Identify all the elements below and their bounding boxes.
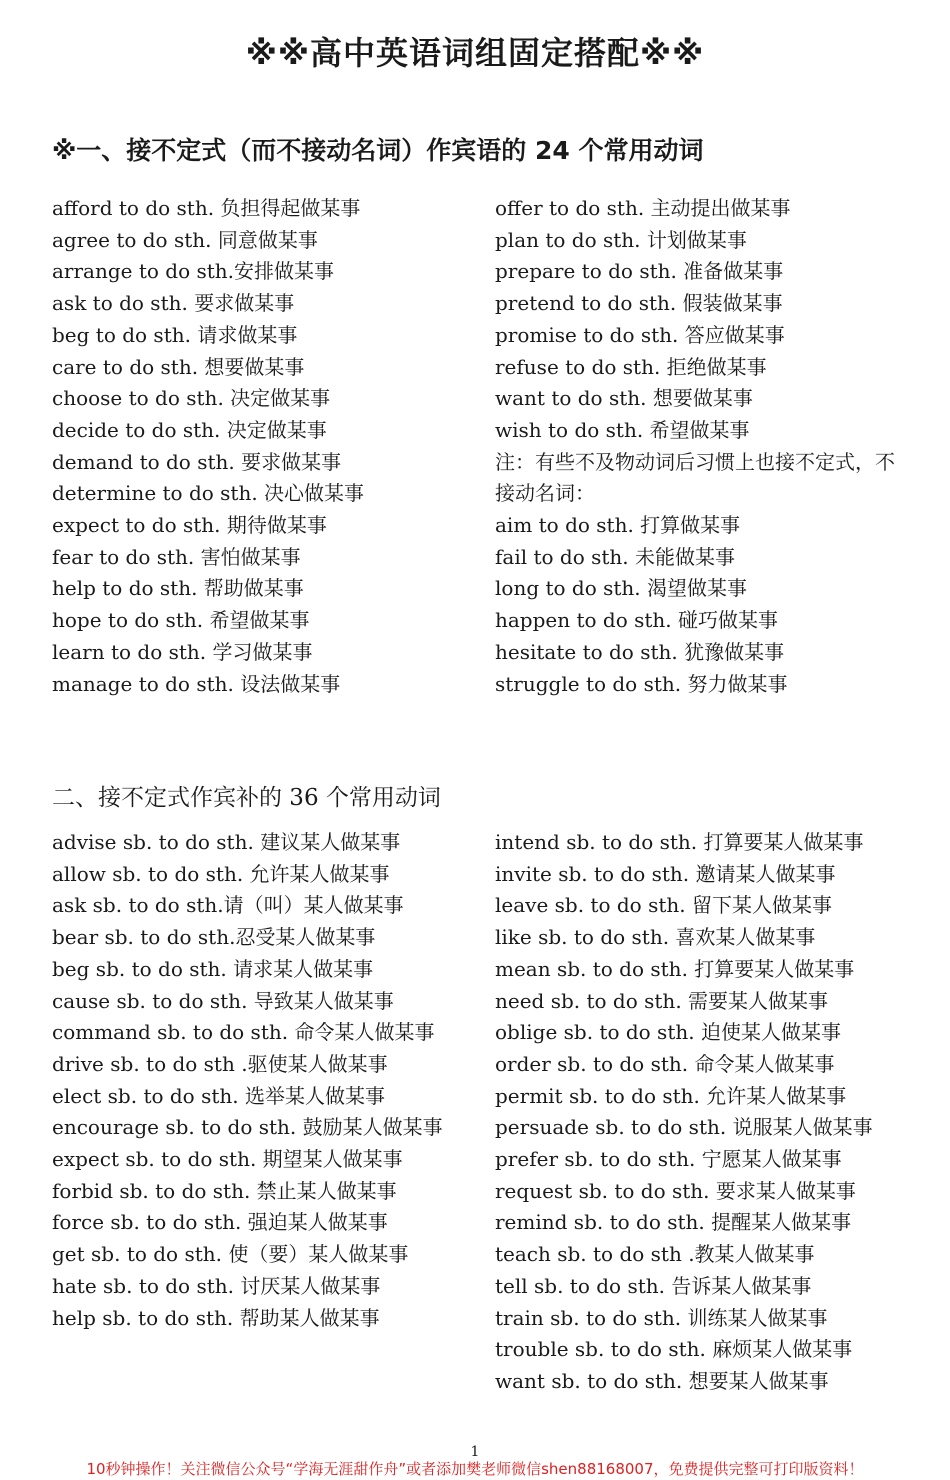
list-item: prefer sb. to do sth. 宁愿某人做某事 [495, 1147, 842, 1172]
list-item: intend sb. to do sth. 打算要某人做某事 [495, 830, 864, 854]
list-item: hesitate to do sth. 犹豫做某事 [495, 639, 785, 664]
list-item: expect to do sth. 期待做某事 [52, 513, 327, 538]
list-item: leave sb. to do sth. 留下某人做某事 [495, 893, 832, 918]
list-item: happen to do sth. 碰巧做某事 [495, 608, 779, 633]
list-item: ask to do sth. 要求做某事 [52, 291, 295, 316]
list-item: drive sb. to do sth .驱使某人做某事 [52, 1051, 388, 1076]
list-item: afford to do sth. 负担得起做某事 [52, 196, 361, 220]
list-item: offer to do sth. 主动提出做某事 [495, 196, 791, 220]
section2-left-column [52, 827, 457, 1334]
list-item: demand to do sth. 要求做某事 [52, 449, 342, 474]
list-item: ask sb. to do sth.请（叫）某人做某事 [52, 893, 404, 918]
list-item: want sb. to do sth. 想要某人做某事 [495, 1368, 829, 1393]
list-item: bear sb. to do sth.忍受某人做某事 [52, 925, 376, 950]
section2-heading: 二、接不定式作宾补的 36 个常用动词 [52, 785, 441, 811]
list-item: advise sb. to do sth. 建议某人做某事 [52, 830, 401, 854]
list-item: determine to do sth. 决心做某事 [52, 481, 365, 506]
list-item: wish to do sth. 希望做某事 [495, 417, 750, 442]
list-item: teach sb. to do sth .教某人做某事 [495, 1242, 815, 1267]
page-title: ※※高中英语词组固定搭配※※ [245, 34, 705, 72]
list-item: promise to do sth. 答应做某事 [495, 322, 785, 347]
list-item: fear to do sth. 害怕做某事 [52, 544, 301, 569]
list-item: elect sb. to do sth. 选举某人做某事 [52, 1083, 385, 1108]
list-item: long to do sth. 渴望做某事 [495, 576, 748, 601]
list-item: struggle to do sth. 努力做某事 [495, 671, 788, 696]
list-item: tell sb. to do sth. 告诉某人做某事 [495, 1273, 812, 1298]
list-item: encourage sb. to do sth. 鼓励某人做某事 [52, 1115, 443, 1140]
list-item: plan to do sth. 计划做某事 [495, 227, 747, 252]
note-text: 注：有些不及物动词后习惯上也接不定式，不接动名词： [495, 449, 895, 506]
list-item: permit sb. to do sth. 允许某人做某事 [495, 1083, 847, 1108]
list-item: force sb. to do sth. 强迫某人做某事 [52, 1210, 388, 1235]
list-item: fail to do sth. 未能做某事 [495, 544, 736, 569]
list-item: get sb. to do sth. 使（要）某人做某事 [52, 1242, 409, 1267]
list-item: agree to do sth. 同意做某事 [52, 227, 318, 252]
list-item: trouble sb. to do sth. 麻烦某人做某事 [495, 1337, 853, 1362]
list-item: beg to do sth. 请求做某事 [52, 322, 298, 347]
list-item: hope to do sth. 希望做某事 [52, 608, 310, 633]
list-item: manage to do sth. 设法做某事 [52, 671, 341, 696]
list-item: invite sb. to do sth. 邀请某人做某事 [495, 861, 836, 886]
list-item: aim to do sth. 打算做某事 [495, 513, 741, 538]
list-item: pretend to do sth. 假装做某事 [495, 291, 783, 316]
list-item: train sb. to do sth. 训练某人做某事 [495, 1305, 828, 1330]
section1-right-column [495, 193, 900, 700]
list-item: hate sb. to do sth. 讨厌某人做某事 [52, 1273, 381, 1298]
list-item: mean sb. to do sth. 打算要某人做某事 [495, 956, 855, 981]
list-item: persuade sb. to do sth. 说服某人做某事 [495, 1115, 873, 1140]
list-item: decide to do sth. 决定做某事 [52, 417, 327, 442]
list-item: command sb. to do sth. 命令某人做某事 [52, 1020, 435, 1045]
list-item: care to do sth. 想要做某事 [52, 354, 305, 379]
list-item: cause sb. to do sth. 导致某人做某事 [52, 988, 394, 1013]
list-item: want to do sth. 想要做某事 [495, 386, 753, 411]
list-item: forbid sb. to do sth. 禁止某人做某事 [52, 1178, 397, 1203]
list-item: help sb. to do sth. 帮助某人做某事 [52, 1305, 380, 1330]
list-item: arrange to do sth.安排做某事 [52, 259, 335, 284]
list-item: expect sb. to do sth. 期望某人做某事 [52, 1147, 403, 1172]
page-number: 1 [470, 1444, 480, 1460]
list-item: order sb. to do sth. 命令某人做某事 [495, 1051, 835, 1076]
list-item: prepare to do sth. 准备做某事 [495, 259, 784, 284]
list-item: remind sb. to do sth. 提醒某人做某事 [495, 1210, 852, 1235]
list-item: need sb. to do sth. 需要某人做某事 [495, 988, 829, 1013]
list-item: like sb. to do sth. 喜欢某人做某事 [495, 925, 816, 950]
list-item: request sb. to do sth. 要求某人做某事 [495, 1178, 856, 1203]
section1-left-column [52, 193, 462, 700]
list-item: refuse to do sth. 拒绝做某事 [495, 354, 767, 379]
list-item: help to do sth. 帮助做某事 [52, 576, 304, 601]
list-item: choose to do sth. 决定做某事 [52, 386, 331, 411]
promo-footer: 10秒钟操作！关注微信公众号“学海无涯甜作舟”或者添加樊老师微信shen88168007，免费提供完整可打印版资料！ [86, 1460, 864, 1478]
list-item: allow sb. to do sth. 允许某人做某事 [52, 861, 390, 886]
list-item: learn to do sth. 学习做某事 [52, 639, 313, 664]
list-item: beg sb. to do sth. 请求某人做某事 [52, 956, 374, 981]
list-item: oblige sb. to do sth. 迫使某人做某事 [495, 1020, 841, 1045]
section2-right-column [495, 827, 900, 1398]
section1-heading: ※一、接不定式（而不接动名词）作宾语的 24 个常用动词 [52, 136, 704, 165]
